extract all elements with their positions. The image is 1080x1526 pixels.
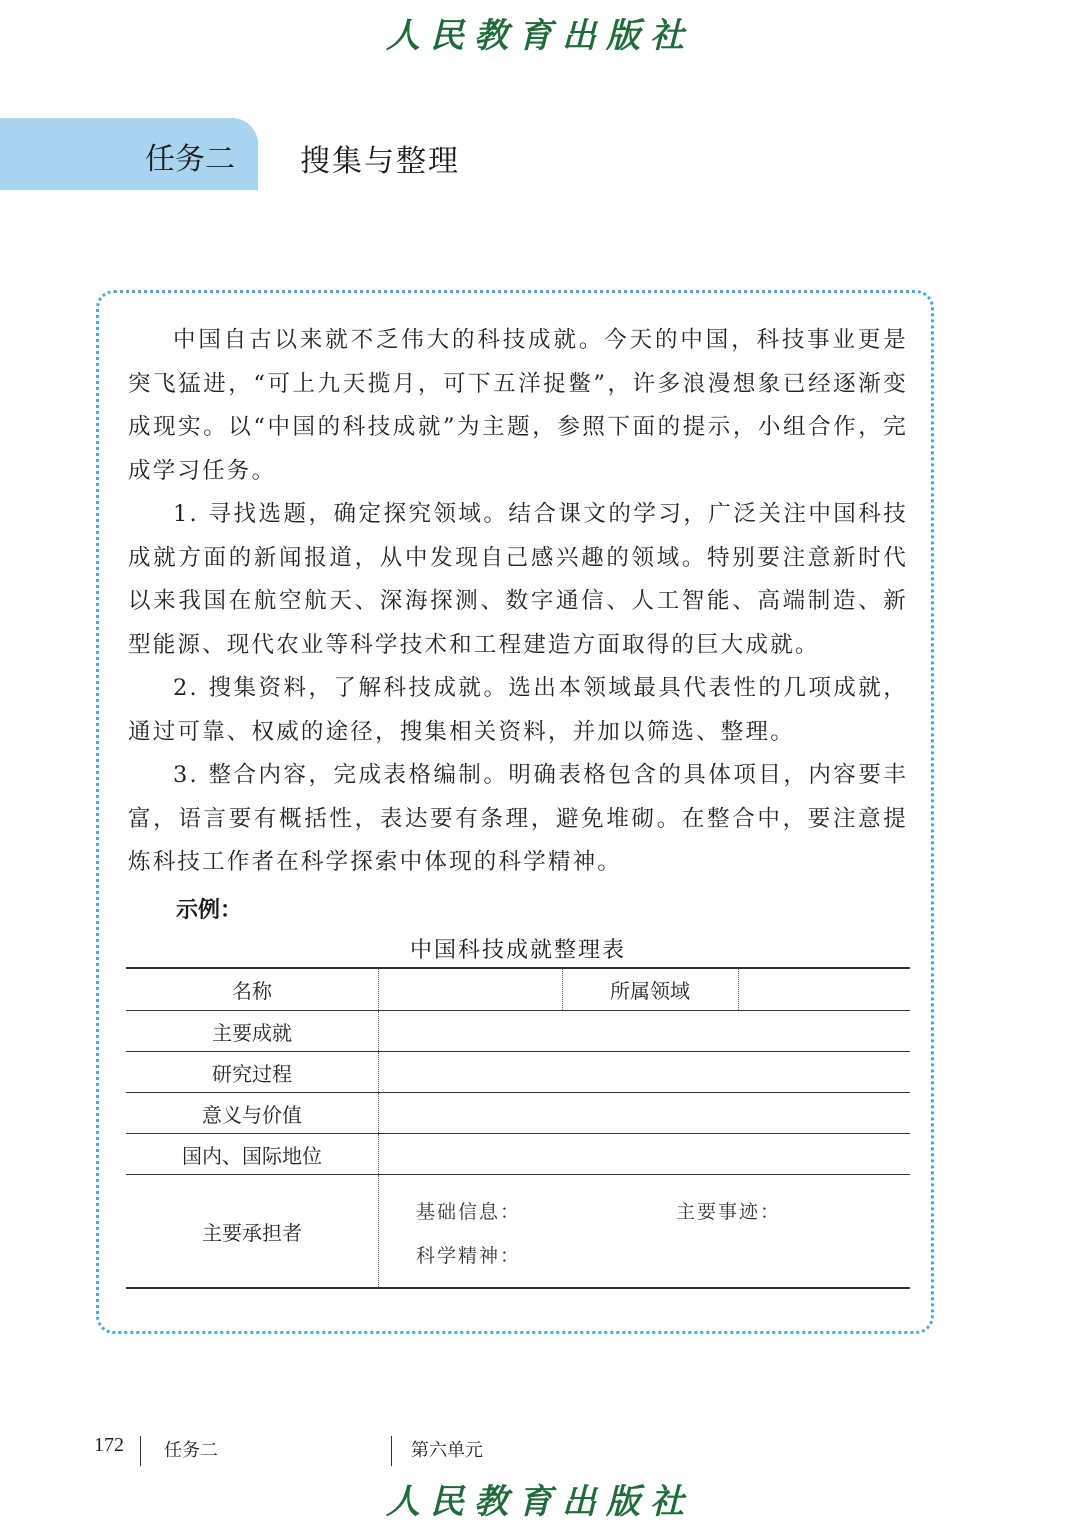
table-title: 中国科技成就整理表	[409, 938, 626, 963]
column-divider	[378, 1093, 379, 1133]
table-row	[126, 1134, 910, 1175]
field-label: 所属领域	[610, 979, 690, 1003]
body-text	[128, 319, 908, 885]
page-number: 172	[94, 1434, 124, 1456]
column-divider	[378, 1175, 379, 1287]
science-spirit-label: 科学精神：	[416, 1245, 522, 1267]
table-row	[126, 1011, 910, 1052]
basic-info-label: 基础信息：	[416, 1201, 522, 1223]
column-divider	[378, 969, 379, 1010]
paragraph-step-3: 3. 整合内容，完成表格编制。明确表格包含的具体项目，内容要丰富，语言要有概括性，表达要有条理，避免堆砌。在整合中，要注意提炼科技工作者在科学探索中体现的科学精神。	[128, 762, 908, 875]
row-label: 研究过程	[212, 1061, 292, 1086]
main-deeds-label: 主要事迹：	[676, 1201, 782, 1223]
example-label: 示例：	[176, 898, 243, 923]
row-label: 意义与价值	[202, 1102, 302, 1127]
footer-divider	[140, 1436, 141, 1466]
row-label: 主要成就	[212, 1020, 292, 1045]
paragraph-intro: 中国自古以来就不乏伟大的科技成就。今天的中国，科技事业更是突飞猛进，“可上九天揽月，可下五洋捉鳖”，许多浪漫想象已经逐渐变成现实。以“中国的科技成就”为主题，参照下面的提示，小组合作，完成学习任务。	[128, 327, 908, 484]
column-divider	[378, 1011, 379, 1051]
row-label: 国内、国际地位	[182, 1143, 322, 1168]
column-divider	[378, 1052, 379, 1092]
column-divider	[378, 1134, 379, 1174]
paragraph-step-1: 1. 寻找选题，确定探究领域。结合课文的学习，广泛关注中国科技成就方面的新闻报道，从中发现自己感兴趣的领域。特别要注意新时代以来我国在航空航天、深海探测、数字通信、人工智能、高端制造、新型能源、现代农业等科学技术和工程建造方面取得的巨大成就。	[128, 501, 908, 658]
task-title: 搜集与整理	[300, 144, 460, 179]
table-row	[126, 1052, 910, 1093]
publisher-logo-top: 人民教育出版社	[386, 16, 694, 56]
footer-divider	[391, 1436, 392, 1466]
table-row-undertaker	[126, 1175, 910, 1289]
footer-unit: 第六单元	[411, 1440, 483, 1461]
undertaker-label: 主要承担者	[202, 1220, 302, 1245]
table-row-name	[126, 967, 910, 1011]
table-row	[126, 1093, 910, 1134]
task-label: 任务二	[145, 142, 235, 177]
footer-section: 任务二	[164, 1440, 218, 1461]
paragraph-step-2: 2. 搜集资料，了解科技成就。选出本领域最具代表性的几项成就，通过可靠、权威的途径，搜集相关资料，并加以筛选、整理。	[128, 675, 908, 745]
achievement-table	[126, 967, 910, 1289]
column-divider	[738, 969, 739, 1010]
name-label: 名称	[232, 979, 272, 1003]
publisher-logo-bottom: 人民教育出版社	[386, 1482, 694, 1522]
